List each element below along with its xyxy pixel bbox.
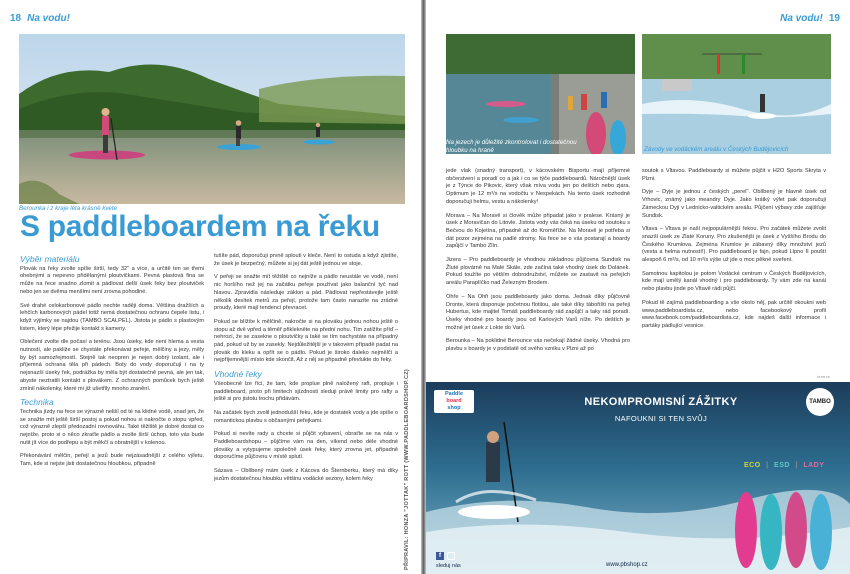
photo-race-channel <box>642 34 831 154</box>
paragraph: Technika jízdy na řece se výrazně neliší od té na klidné vodě, snad jen, že se snažte mít ještě širší postoj a pokud nohou si nakročte o stopu vpřed, což výrazně zlepší předozadní rovnováhu. Také těžiště je dobré dostat co nejníže, proto si o něco zkraťte pádlo a zvolte širší úchop, toto vás bude nutit jít více do podřepu a být měkčí a obratnější v kolenou. <box>20 408 204 446</box>
paragraph: Oblečení zvolte dle počasí a terénu. Jsou úseky, kde není hlema a vesta nutností, ale pakliže se chystáte překonávat peřeje, mělčiny a jezy, měly by být samozřejmostí. Stejně tak neopren je nejen dobrý izolant, ale i příjemná ochrana těla při pádech. Boty do vody doporučuji i na ty nejsnazší úseky řek, podrážka by měla být dostatečně pevná, ale jen tak, abyste neztratili kontakt s plovákem. Z ochranných pomůcek bych ještě zmínil nákolenky, které mi již ušetřily mnoho zranění. <box>20 339 204 392</box>
paragraph: Na začátek bych zvolil jednodušší řeku, kde je dostatek vody a jde spíše o romantickou plavbu s občasnými peřejkami. <box>214 409 398 424</box>
paragraph: Morava – Na Moravě si člověk může připadat jako v pralese. Krásný je úsek z Moravičan do Litovle. Jistota vody vás čeká na úseku od soutoku s Bečvou do Kojetína, případně až do Kroměříže. Na Moravě je potřeba si dát pozor zejména na padlé stromy. Na řece se o vás postarají a boardy zapůjčí v Tambo Zlín. <box>446 212 630 250</box>
right-column-2 <box>642 168 826 373</box>
subheading-material: Výběr materiálu <box>20 254 80 264</box>
subheading-rivers: Vhodné řeky <box>214 369 262 380</box>
paragraph: Pokud se blížíte k mělčině, nakročte si na plováku jednou nohou ještě o stopu až dvě vpřed a těměř přiklekněte na přední nohu. Tím zatížíte příď – nehrozí, že se zasekne o ploutvičky a také se tím nachystáte na případný pád, pokud už by se zasekly. Nejdůležitější je v takovém případě padat na plovák do kleku a opřít se o pádlo. Pokud je široko daleko nejmělčí a nejpříjemnější místo kde skončit. Až z něj se připadně převlukte do řeky. <box>214 318 398 364</box>
ad-models: ECO | ESD | LADY <box>744 462 825 469</box>
left-page <box>0 0 421 574</box>
paragraph: Dyje – Dyje je jednou z českých „perel". Oblíbený je hlavně úsek od Vrhovic, známý jako meandry Dyje. Jako krátký výlet pak doporučuji Zámeckou Dyji v Lednicko-valtickém areálu. Půjčení výbavy zde zajišťuje Sundisk. <box>642 189 826 219</box>
paragraph: Vltava – Vltava je naší nejpopulárnější řekou. Pro začátek můžete zvolit snazší úsek ze Zlaté Koruny. Pro zkušenější je úsek z Vyššího Brodu do Českého Krumlova. Zejména Krumlov je zábavný díky množství jezů (vesta a helma nutností!). Pro paddleboard je fajn, pokud Lipno II pouští alespoň 6 m³/s, od 10 m³/s výše už jde o moc pěkné sveření. <box>642 226 826 264</box>
paragraph: Berounka – Na poklidné Berounce vás nečekají žádné úseky. Vhodná pro plavbu s boardy je v podstatě od svého vzniku v Plzni až po <box>446 338 630 353</box>
logo-line: Paddle <box>444 391 464 397</box>
ad-subline: NAFOUKNI SI TEN SVŮJ <box>614 414 708 423</box>
photo-race-caption: Závody ve vodáckém areálu v Českých Budějovicích <box>644 146 789 153</box>
main-photo-caption: Berounka i z kraje léta krásně kvete <box>19 205 118 212</box>
paddleboardshop-logo <box>434 390 474 413</box>
left-column-1 <box>20 253 204 573</box>
section-label: Na vodu! <box>27 13 70 24</box>
photo-weir-paddlers <box>446 34 635 154</box>
subheading-technique: Technika <box>20 397 54 408</box>
page-number: 18 <box>10 13 22 24</box>
right-page-header <box>780 13 840 24</box>
paragraph: Ohře – Na Ohři jsou paddleboardy jako doma. Jednak díky půjčovně Dronte, která disponuje početnou flotilou, ale také díky tábořišti na peřeji Hubertus, kde majitel Tomáš paddleboardy rád zapůjčí a taky rád poradí. Úseky vhodné pro boardy jsou od Karlových Varů níže. Po deštích je možné jet úsek z Lokte do Varů. <box>446 293 630 331</box>
model-esd: ESD <box>774 462 790 469</box>
paragraph: Překonávání mělčin, peřejí a jezů bude nejzásadnější z celého výletu. Tam, kde si nejste jisti dostatečnou hloubkou, připadně <box>20 453 204 468</box>
paragraph: Všeobecně lze říci, že tam, kde proplue plně naložený raft, propluje i paddleboard, proto při limitech sjízdnosti sleduji právě limity pro rafty a ještě si pro jistotu trochu přidávám. <box>214 380 398 403</box>
article-title: S paddleboardem na řeku <box>20 210 380 243</box>
ad-label: inzerce <box>817 374 830 379</box>
right-column-1 <box>446 168 630 380</box>
left-page-header <box>10 13 70 24</box>
facebook-icon: f <box>436 552 444 560</box>
ad-social[interactable] <box>436 552 455 560</box>
photo-weir-caption: Na jezech je důležité zkontrolovat i dostatečnou hloubku na hraně <box>446 139 577 154</box>
paragraph: Pokud tě zajímá paddleboarding a vše okolo něj, pak určitě okoukni web www.paddleboardista.cz, nebo facebookový profil www.facebook.com/paddleboardista.cz, kde najdeš další informace i partáky pádlující vesnice. <box>642 299 826 329</box>
paragraph: Plovák na řeky zvolte spíše širší, tedy 32" a více, a určitě ten se třemi ohebnými a nepevno přidělanými ploutvičkami. Pevná plastová fina se může na řece snadno zlomit a pádlovat delší úsek řeky bez ploutviček nebo jen se dvěma menšími není zrovna pohodlné. <box>20 265 204 295</box>
vertical-credit: PŘIPRAVIL: HONZA "JOTTAK" ROTT (WWW.PADDLEBOARDSHOP.CZ) <box>404 368 410 570</box>
page-number: 19 <box>828 13 840 24</box>
paragraph: Samotnou kapitolou je potom Vodácké centrum v Českých Budějovicích, kde mají umělý kanál vhodný i pro paddleboardy. Ty vám zde na kanál nebo plavbu jinde po Vltavě rádi půjčí. <box>642 270 826 293</box>
left-column-2 <box>214 253 398 573</box>
paragraph: tušíte pád, doporučuji prvně splouti v kleče. Není to ostuda a když zjistíte, že úsek je bezpečný, můžete si jej dát ještě jednou ve stoje. <box>214 253 398 267</box>
model-eco: ECO <box>744 462 761 469</box>
ad-website[interactable]: www.pbshop.cz <box>606 562 648 568</box>
paragraph: V peřeji se snažte mít těžiště co nejníže a pádlo neustále ve vodě, není nic horšího než jej na začátku peřeje používat jako balanční tyč nad hlavou. Zpravidla následuje záklon a pád. Pádlovat nepřestávejte ještě několik desítek metrů za peřejí, protože tam často narazíte na zrádné proudy, které mají tendenci převracet. <box>214 274 398 312</box>
section-label: Na vodu! <box>780 13 823 24</box>
paragraph: jede vlak (snadný transport), v kácovském Bisportu mají příjemné občerstvení a poradí co a jak i co se týče paddleboardů. Náročnější úsek je z Týnce do Pikovic, který však míva vodu jen po deštích nebo zjara. Optimum je 12 m³/s na vodočtu v Nespekách. Na tento úsek rozhodně doporučuji helmu, vestu a nákolenky! <box>446 168 630 205</box>
paragraph: Své drahé celokarbonové pádlo nechte raději doma. Většina dražších a lehčích karbonových pádel totiž nemá dostatečnou ochranu čepele listu, i když výjimky se najdou (TAMBO SCALPEL). Jistota je pádlo s plastovým listem, který lépe přežije kontakt s kameny. <box>20 302 204 332</box>
logo-line: board <box>446 397 462 404</box>
paragraph: Pokud si nevíte rady a chcete si půjčit vybavení, obraťte se na nás v Paddleboardshopu – půjčíme vám na den, víkend nebo déle vhodné plováky a vytypujeme společně úsek řeky, který zrovna jet, případně doporučíme půjčovnu v místě splutí. <box>214 431 398 461</box>
ad-follow-text: sleduj nás <box>436 563 461 569</box>
instagram-icon <box>447 552 455 560</box>
paragraph: Jizera – Pro paddleboardy je vhodnou základnou půjčovna Sundisk na Žluté plovárně na Malé Skále, zde začíná také vhodný úsek do Dolánek. Pokud toužíte po větším dobrodružství, můžete se zastavit na peřejích areálu Paraplíčko nad Železným Brodem. <box>446 257 630 287</box>
ad-headline: NEKOMPROMISNÍ ZÁŽITKY <box>584 396 738 408</box>
advertisement-banner <box>426 382 850 574</box>
right-page <box>426 0 850 574</box>
paragraph: soutok s Vltavou. Paddleboardy si můžete půjčit v H2O Sports Skryta v Plzni. <box>642 168 826 182</box>
main-photo-river-paddleboarders <box>19 34 405 204</box>
model-lady: LADY <box>803 462 825 469</box>
logo-line: shop <box>447 404 461 411</box>
paragraph: Sázava – Oblíbený mám úsek z Kácova do Šternberku, který má díky jezům dostatečnou hloubku většinu vodácké sezony, kolem řeky <box>214 468 398 482</box>
tambo-logo: TAMBO <box>806 388 834 416</box>
